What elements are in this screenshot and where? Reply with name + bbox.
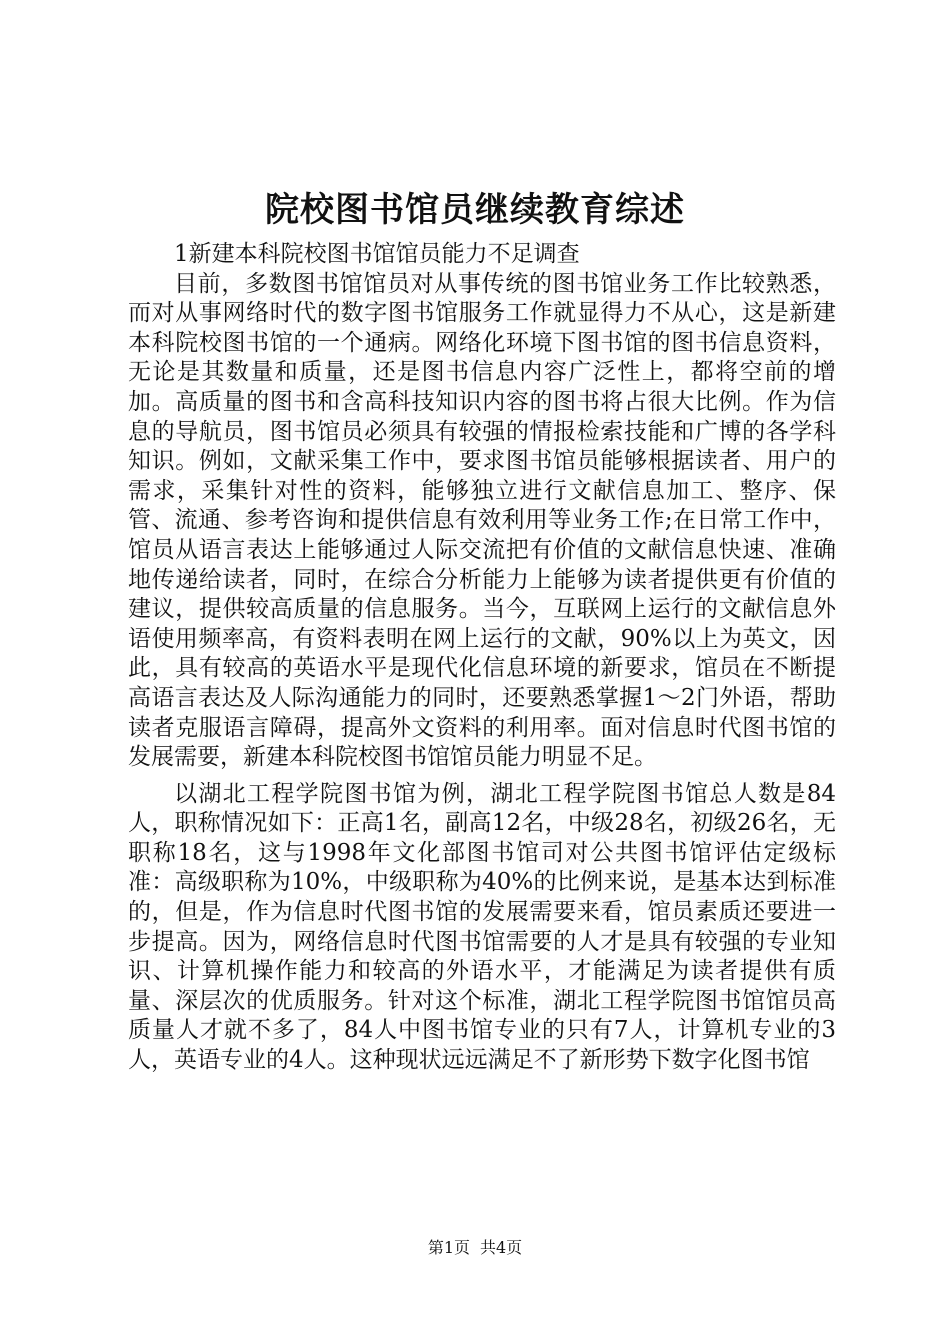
section-heading: 1新建本科院校图书馆馆员能力不足调查: [174, 241, 580, 267]
body-paragraph: 目前，多数图书馆馆员对从事传统的图书馆业务工作比较熟悉，而对从事网络时代的数字图书馆服务工作就显得力不从心，这是新建本科院校图书馆的一个通病。网络化环境下图书馆的图书信息资料，无论是其数量和质量，还是图书信息内容广泛性上，都将空前的增加。高质量的图书和含高科技知识内容的图书将占很大比例。作为信息的导航员，图书馆员必须具有较强的情报检索技能和广博的各学科知识。例如，文献采集工作中，要求图书馆员能够根据读者、用户的需求，采集针对性的资料，能够独立进行文献信息加工、整序、保管、流通、参考咨询和提供信息有效利用等业务工作;在日常工作中，馆员从语言表达上能够通过人际交流把有价值的文献信息快速、准确地传递给读者，同时，在综合分析能力上能够为读者提供更有价值的建议，提供较高质量的信息服务。当今，互联网上运行的文献信息外语使用频率高，有资料表明在网上运行的文献，90%以上为英文，因此，具有较高的英语水平是现代化信息环境的新要求，馆员在不断提高语言表达及人际沟通能力的同时，还要熟悉掌握1～2门外语，帮助读者克服语言障碍，提高外文资料的利用率。面对信息时代图书馆的发展需要，新建本科院校图书馆馆员能力明显不足。: [128, 270, 836, 771]
page-footer: [0, 1237, 950, 1259]
body-paragraph: 以湖北工程学院图书馆为例，湖北工程学院图书馆总人数是84人，职称情况如下：正高1名，副高12名，中级28名，初级26名，无职称18名，这与1998年文化部图书馆司对公共图书馆评估定级标准：高级职称为10%，中级职称为40%的比例来说，是基本达到标准的，但是，作为信息时代图书馆的发展需要来看，馆员素质还要进一步提高。因为，网络信息时代图书馆需要的人才是具有较强的专业知识、计算机操作能力和较高的外语水平，才能满足为读者提供有质量、深层次的优质服务。针对这个标准，湖北工程学院图书馆馆员高质量人才就不多了，84人中图书馆专业的只有7人，计算机专业的3人，英语专业的4人。这种现状远远满足不了新形势下数字化图书馆: [128, 780, 836, 1074]
document-title: 院校图书馆员继续教育综述: [265, 190, 685, 230]
page-number: 第1页: [427, 1238, 470, 1257]
document-body: [128, 240, 836, 1076]
page-total: 共4页: [480, 1238, 523, 1257]
